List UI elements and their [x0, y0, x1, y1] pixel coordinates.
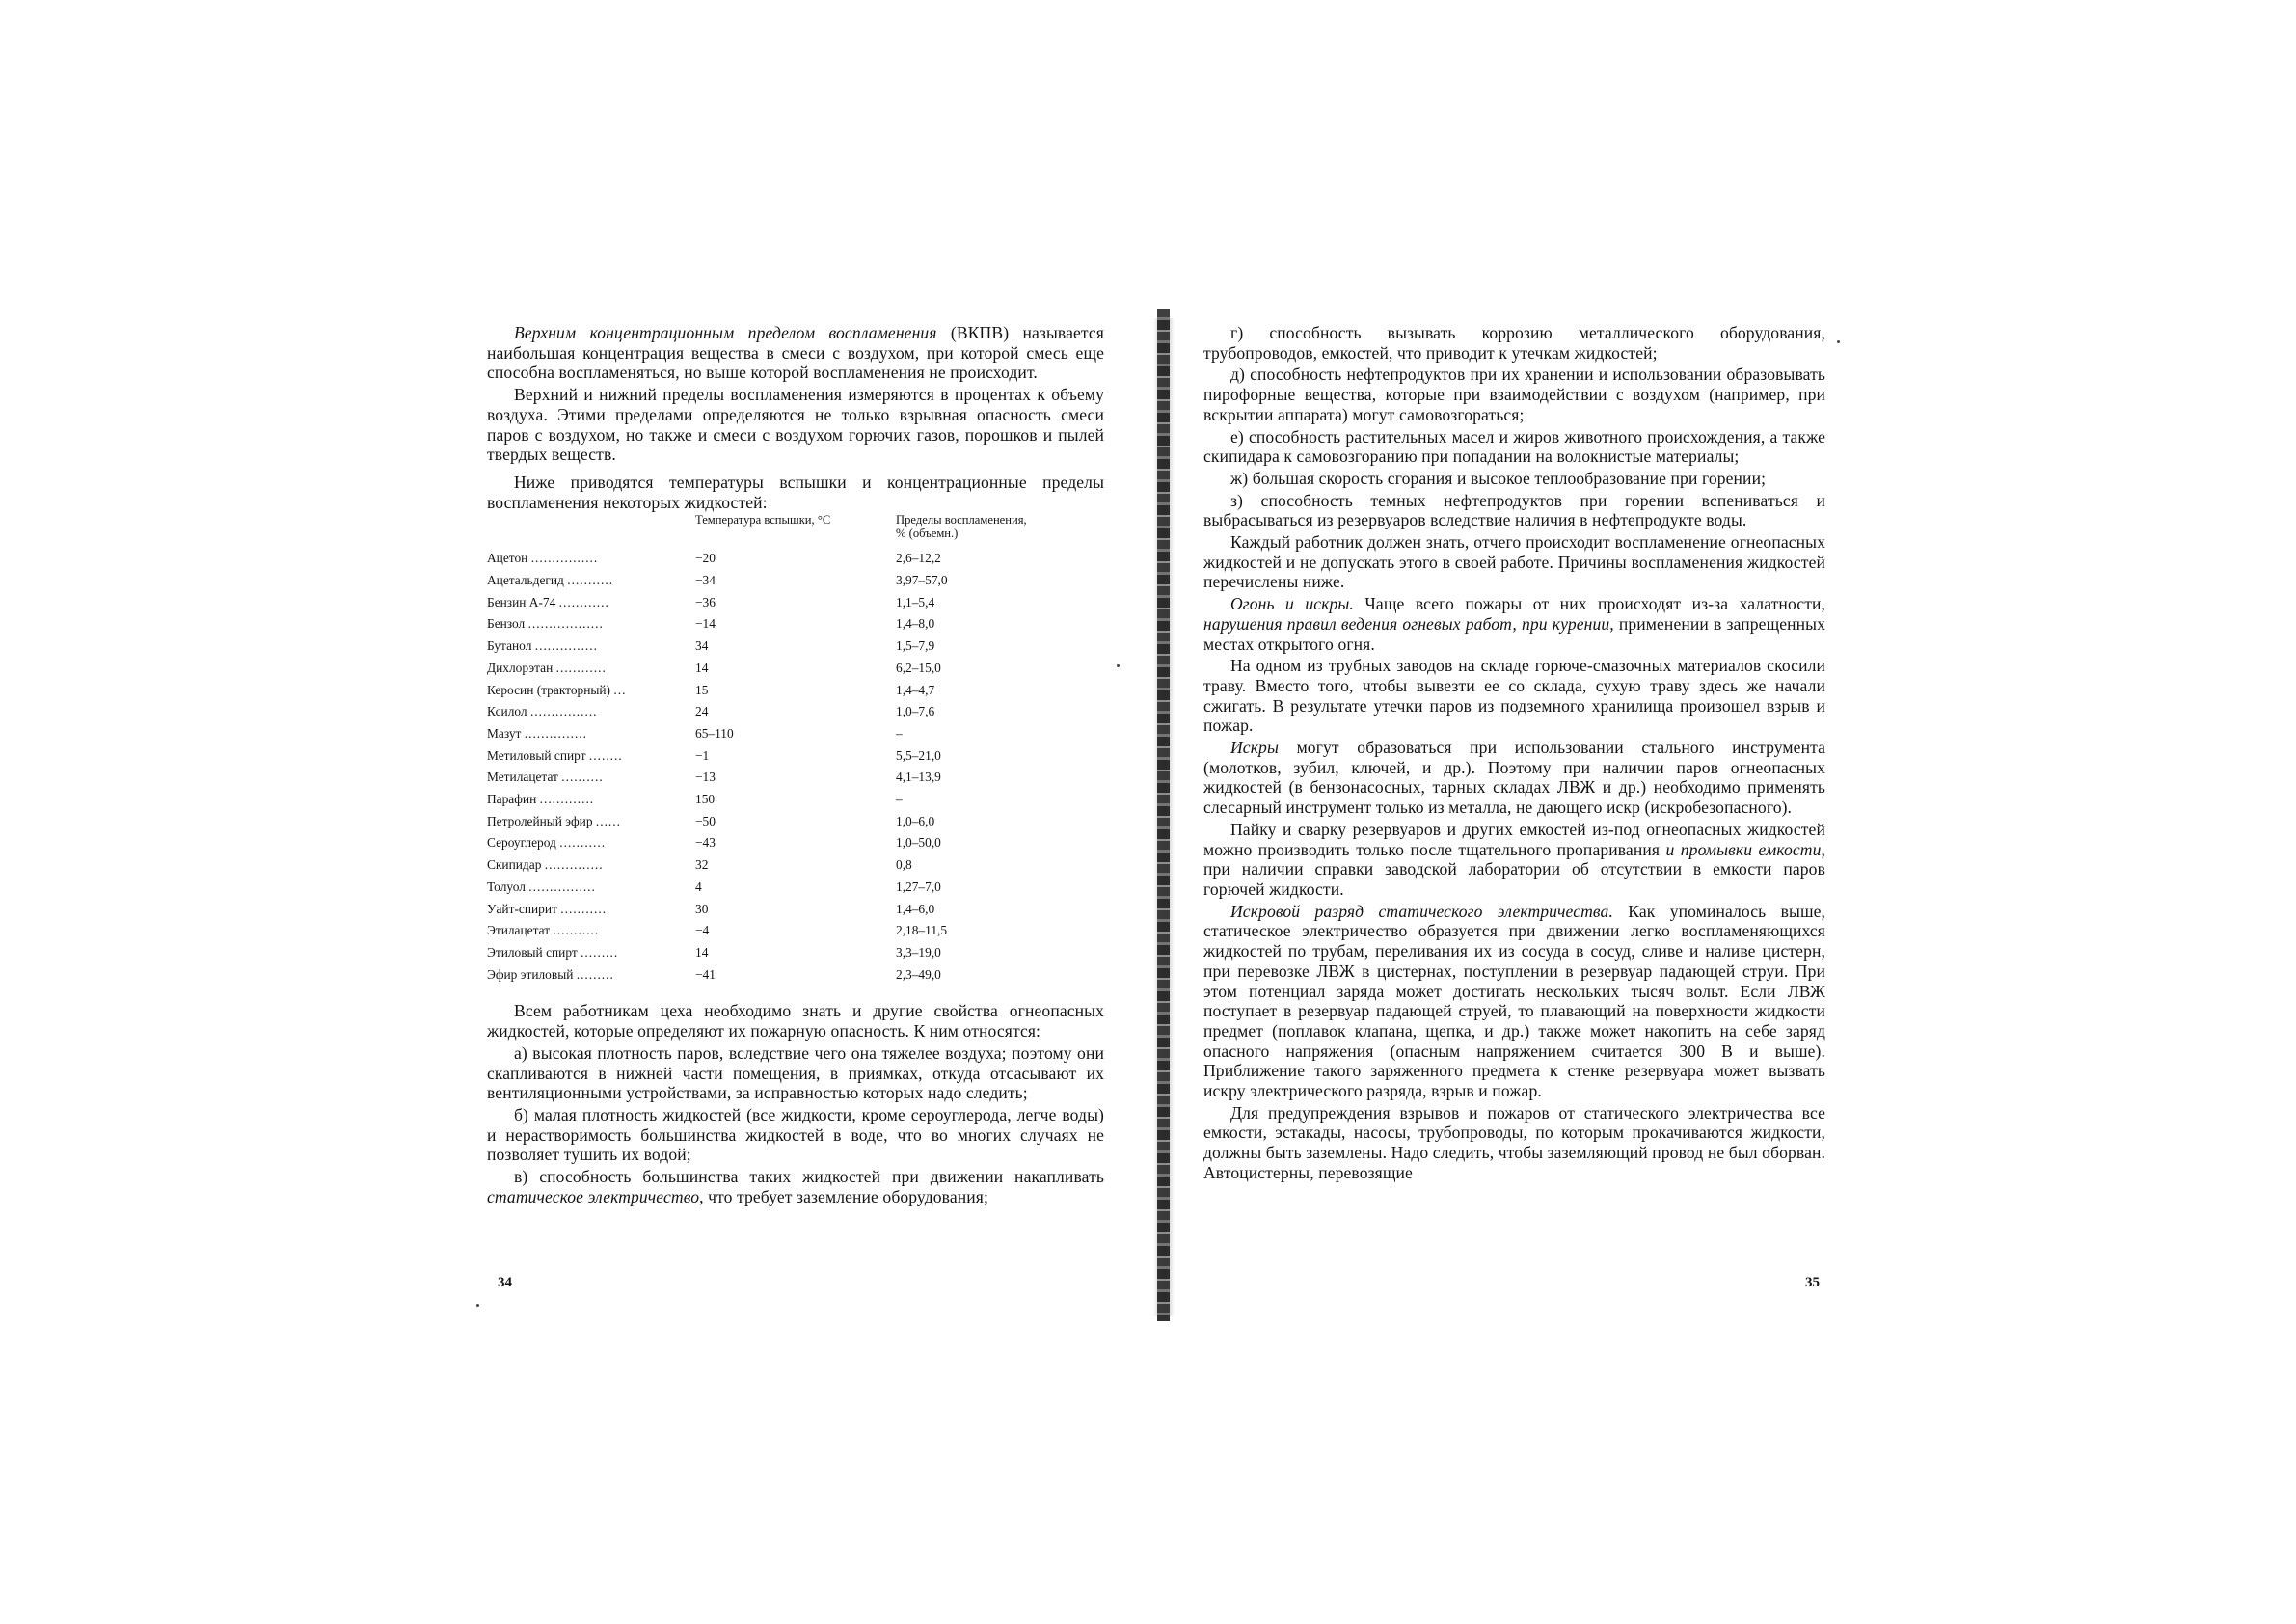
cell-flash-point: 4	[695, 879, 702, 894]
leader-dots: ...............	[534, 638, 598, 654]
cell-limits: 1,0–7,6	[896, 704, 935, 719]
table-header-limits	[896, 514, 1089, 540]
cell-flash-point: 32	[695, 857, 709, 873]
cell-liquid-name	[487, 942, 695, 964]
list-item-z: з) способность темных нефтепродуктов при горении вспениваться и выбрасываться из резервуаров вследствие наличия в нефтепродукте воды.	[1203, 490, 1825, 530]
table-row	[487, 964, 1104, 987]
paragraph-soldering	[1203, 820, 1825, 900]
table-row	[487, 832, 1104, 854]
left-page	[487, 323, 1104, 1208]
leader-dots: ................	[529, 704, 598, 719]
cell-limits: 1,1–5,4	[896, 594, 935, 609]
liquid-name: Дихлорэтан	[487, 660, 554, 675]
liquid-name: Бензол	[487, 616, 526, 632]
table-body	[487, 548, 1104, 986]
cell-liquid-name	[487, 636, 695, 658]
cell-flash-point: −41	[695, 966, 716, 982]
cell-liquid-name	[487, 613, 695, 636]
list-item-b: б) малая плотность жидкостей (все жидкости, кроме сероуглерода, легче воды) и нерастворимость большинства жидкостей в воде, что во многих случаях не позволяет тушить их водой;	[487, 1104, 1104, 1165]
cell-liquid-name	[487, 592, 695, 614]
cell-liquid-name	[487, 767, 695, 789]
liquid-name: Парафин	[487, 792, 537, 807]
cell-limits: –	[896, 725, 903, 741]
liquid-name: Толуол	[487, 879, 526, 894]
cell-flash-point: 30	[695, 901, 709, 916]
cell-limits: 1,4–8,0	[896, 616, 935, 632]
cell-flash-point: 65–110	[695, 725, 734, 741]
leader-dots: ..........	[561, 770, 604, 785]
cell-flash-point: −1	[695, 747, 710, 763]
liquid-name: Бензин А-74	[487, 594, 556, 609]
cell-liquid-name	[487, 570, 695, 592]
liquid-name: Этиловый спирт	[487, 944, 578, 960]
liquid-name: Скипидар	[487, 857, 542, 873]
list-item-text: , что требует заземление оборудования;	[699, 1186, 988, 1206]
list-item-zh: ж) большая скорость сгорания и высокое теплообразование при горении;	[1230, 468, 1767, 488]
cell-limits: –	[896, 792, 903, 807]
scan-speck	[1837, 340, 1840, 343]
table-row	[487, 680, 1104, 702]
table-header-temperature: Температура вспышки, °С	[695, 513, 831, 528]
table-header-limits-line1: Пределы воспламенения,	[896, 513, 1027, 528]
paragraph-grounding: Для предупреждения взрывов и пожаров от статического электричества все емкости, эстакады, насосы, трубопроводы, по которым прокачиваются жидкости, должны быть заземлены. Надо следить, чтобы заземляющий провод не был оборван. Автоцистерны, перевозящие	[1203, 1102, 1825, 1182]
table-row	[487, 658, 1104, 680]
table-row	[487, 548, 1104, 570]
list-item-v	[487, 1167, 1104, 1206]
book-spine	[1157, 309, 1170, 1321]
table-row	[487, 920, 1104, 942]
table-row	[487, 942, 1104, 964]
table-row	[487, 613, 1104, 636]
cell-flash-point: −34	[695, 573, 716, 588]
liquid-name: Метилацетат	[487, 770, 558, 785]
liquid-name: Петролейный эфир	[487, 813, 593, 828]
paragraph-static-discharge	[1203, 902, 1825, 1101]
cell-flash-point: 14	[695, 944, 709, 960]
cell-liquid-name	[487, 658, 695, 680]
cell-flash-point: −20	[695, 551, 716, 566]
cell-liquid-name	[487, 854, 695, 877]
table-row	[487, 745, 1104, 768]
paragraph-text: (ВКПВ) называется наибольшая концентрация вещества в смеси с воздухом, при которой смесь еще способна воспламеняться, но выше которой воспламенения не происходит.	[487, 323, 1104, 383]
liquid-name: Керосин (тракторный)	[487, 682, 611, 697]
paragraph-vkpv-definition	[487, 323, 1104, 383]
cell-flash-point: 14	[695, 660, 709, 675]
cell-limits: 1,5–7,9	[896, 638, 935, 654]
term-vkpv: Верхним концентрационным пределом воспламенения	[514, 323, 937, 342]
scan-speck	[476, 1304, 479, 1307]
liquid-name: Бутанол	[487, 638, 532, 654]
leader-dots: ...........	[567, 573, 614, 588]
leader-dots: ...............	[524, 725, 587, 741]
list-item-text: в) способность большинства таких жидкостей при движении накапливать	[514, 1167, 1104, 1187]
emphasis-violations: нарушения правил ведения огневых работ, при курении,	[1203, 613, 1614, 634]
cell-flash-point: −50	[695, 813, 716, 828]
cell-flash-point: 24	[695, 704, 709, 719]
cell-limits: 1,0–50,0	[896, 835, 941, 851]
emphasis-flushing: и промывки емкости	[1665, 839, 1822, 859]
cell-limits: 5,5–21,0	[896, 747, 941, 763]
leader-dots: .........	[576, 966, 614, 982]
cell-limits: 1,0–6,0	[896, 813, 935, 828]
cell-limits: 2,18–11,5	[896, 923, 948, 938]
cell-limits: 2,3–49,0	[896, 966, 941, 982]
paragraph-table-intro: Ниже приводятся температуры вспышки и концентрационные пределы воспламенения некоторых жидкостей:	[487, 472, 1104, 512]
leader-dots: ............	[558, 594, 609, 609]
leader-dots: ........	[588, 747, 623, 763]
cell-flash-point: −14	[695, 616, 716, 632]
leader-dots: ...........	[553, 923, 600, 938]
cell-liquid-name	[487, 832, 695, 854]
table-row	[487, 723, 1104, 745]
cell-liquid-name	[487, 723, 695, 745]
cell-liquid-name	[487, 920, 695, 942]
table-header-name	[487, 514, 695, 540]
leader-dots: ..............	[544, 857, 604, 873]
table-row	[487, 877, 1104, 899]
cell-limits: 3,97–57,0	[896, 573, 948, 588]
table-row	[487, 789, 1104, 811]
term-static-electricity: статическое электричество	[487, 1186, 700, 1206]
liquid-name: Ксилол	[487, 704, 527, 719]
leader-dots: ................	[528, 879, 596, 894]
cell-liquid-name	[487, 701, 695, 723]
page-number-left: 34	[498, 1275, 512, 1290]
paragraph-text: Чаще всего пожары от них происходят из-за халатности,	[1353, 594, 1825, 614]
leader-dots: ............	[555, 660, 607, 675]
leader-dots: ...........	[560, 901, 608, 916]
cell-flash-point: −13	[695, 770, 716, 785]
right-page	[1203, 323, 1825, 1185]
list-item-d: д) способность нефтепродуктов при их хранении и использовании образовывать пирофорные вещества, которые при взаимодействии с воздухом (например, при вскрытии аппарата) могут самовозгораться;	[1203, 365, 1825, 424]
cell-limits: 4,1–13,9	[896, 770, 941, 785]
list-item-a: а) высокая плотность паров, вследствие чего она тяжелее воздуха; поэтому они скапливаются в нижней части помещения, в приямках, откуда отсасывают их вентиляционными устройствами, за исправностью которых надо следить;	[487, 1042, 1104, 1103]
cell-flash-point: −4	[695, 923, 710, 938]
leader-dots: ...	[613, 682, 627, 697]
cell-flash-point: 34	[695, 638, 709, 654]
cell-limits: 0,8	[896, 857, 912, 873]
cell-limits: 1,27–7,0	[896, 879, 941, 894]
leader-dots: .........	[581, 944, 619, 960]
leader-dots: ..................	[527, 616, 604, 632]
liquid-name: Ацетон	[487, 551, 528, 566]
paragraph-every-worker: Каждый работник должен знать, отчего происходит воспламенение огнеопасных жидкостей и не допускать этого в своей работе. Причины воспламенения жидкостей перечислены ниже.	[1203, 532, 1825, 592]
paragraph-other-properties: Всем работникам цеха необходимо знать и другие свойства огнеопасных жидкостей, которые определяют их пожарную опасность. К ним относятся:	[487, 1001, 1104, 1042]
cell-flash-point: −36	[695, 594, 716, 609]
liquid-name: Ацетальдегид	[487, 573, 564, 588]
flash-point-table	[487, 514, 1104, 986]
cell-liquid-name	[487, 548, 695, 570]
paragraph-text: , при наличии справки заводской лаборатории об отсутствии в емкости паров горючей жидкости.	[1203, 839, 1825, 899]
cell-limits: 1,4–4,7	[896, 682, 935, 697]
paragraph-limits-measured: Верхний и нижний пределы воспламенения измеряются в процентах к объему воздуха. Этими пределами определяются не только взрывная опасность смеси паров с воздухом, но также и смеси с воздухом горючих газов, порошков и пылей твердых веществ.	[487, 385, 1104, 465]
cell-flash-point: −43	[695, 835, 716, 851]
paragraph-text: применении в запрещенных местах открытого огня.	[1203, 613, 1825, 654]
table-row	[487, 636, 1104, 658]
liquid-name: Мазут	[487, 725, 522, 741]
leader-dots: ...........	[559, 835, 607, 851]
paragraph-pipe-plant-example: На одном из трубных заводов на складе горюче-смазочных материалов скосили траву. Вместо того, чтобы вывезти ее со склада, сухую траву здесь же начали сжигать. В результате утечки паров из подземного хранилища произошел взрыв и пожар.	[1203, 656, 1825, 736]
cell-liquid-name	[487, 899, 695, 921]
list-item-g: г) способность вызывать коррозию металлического оборудования, трубопроводов, емкостей, что приводит к утечкам жидкостей;	[1203, 323, 1825, 363]
leader-dots: .............	[539, 792, 595, 807]
scan-speck	[1117, 664, 1120, 667]
cell-limits: 6,2–15,0	[896, 660, 941, 675]
heading-sparks: Искры	[1230, 738, 1279, 758]
cell-liquid-name	[487, 680, 695, 702]
table-row	[487, 570, 1104, 592]
heading-static-discharge: Искровой разряд статического электричества.	[1230, 901, 1613, 921]
cell-liquid-name	[487, 964, 695, 987]
page-number-right: 35	[1805, 1275, 1820, 1290]
paragraph-text: могут образоваться при использовании стального инструмента (молотков, зубил, ключей, и др.). Поэтому при наличии паров огнеопасных жидкостей (в бензонасосных, тарных складах ЛВЖ и др.) необходимо применять слесарный инструмент только из металла, не дающего искр (искробезопасного).	[1203, 738, 1825, 818]
cell-liquid-name	[487, 877, 695, 899]
cell-flash-point: 150	[695, 792, 716, 807]
cell-liquid-name	[487, 811, 695, 833]
liquid-name: Этилацетат	[487, 923, 551, 938]
cell-liquid-name	[487, 745, 695, 768]
paragraph-text: Как упоминалось выше, статическое электричество образуется при движении легко воспламеняющихся жидкостей по трубам, переливания их из сосуда в сосуд, сливе и наливе цистерн, при перевозке ЛВЖ в цистернах, поступлении в резервуар падающей струи. При этом потенциал заряда может достигать нескольких тысяч вольт. Если ЛВЖ поступает в резервуар падающей струей, то плавающий на поверхности жидкости предмет (поплавок клапана, щепка, и др.) также может накопить на себе заряд опасного напряжения (опасным напряжением считается 300 В и выше). Приближение такого заряженного предмета к стенке резервуара может вызвать искру электрического разряда, взрыв и пожар.	[1203, 901, 1825, 1101]
liquid-name: Уайт-спирит	[487, 901, 557, 916]
cell-flash-point: 15	[695, 682, 709, 697]
table-row	[487, 701, 1104, 723]
leader-dots: ......	[595, 813, 621, 828]
list-item-e: е) способность растительных масел и жиров животного происхождения, а также скипидара к самовозгоранию при попадании на волокнистые материалы;	[1203, 426, 1825, 467]
table-row	[487, 592, 1104, 614]
cell-limits: 2,6–12,2	[896, 551, 941, 566]
table-header	[487, 514, 1104, 540]
leader-dots: ................	[530, 551, 599, 566]
liquid-name: Метиловый спирт	[487, 747, 586, 763]
cell-limits: 3,3–19,0	[896, 944, 941, 960]
cell-liquid-name	[487, 789, 695, 811]
liquid-name: Сероуглерод	[487, 835, 556, 851]
table-header-limits-line2: % (объемн.)	[896, 526, 959, 540]
liquid-name: Эфир этиловый	[487, 966, 574, 982]
table-row	[487, 811, 1104, 833]
table-row	[487, 854, 1104, 877]
table-row	[487, 899, 1104, 921]
table-row	[487, 767, 1104, 789]
paragraph-fire-and-sparks	[1203, 594, 1825, 654]
paragraph-text: Пайку и сварку резервуаров и других емкостей из-под огнеопасных жидкостей можно производить только после тщательного пропаривания	[1203, 819, 1825, 859]
paragraph-sparks	[1203, 738, 1825, 818]
cell-limits: 1,4–6,0	[896, 901, 935, 916]
heading-fire-sparks: Огонь и искры.	[1230, 594, 1354, 614]
